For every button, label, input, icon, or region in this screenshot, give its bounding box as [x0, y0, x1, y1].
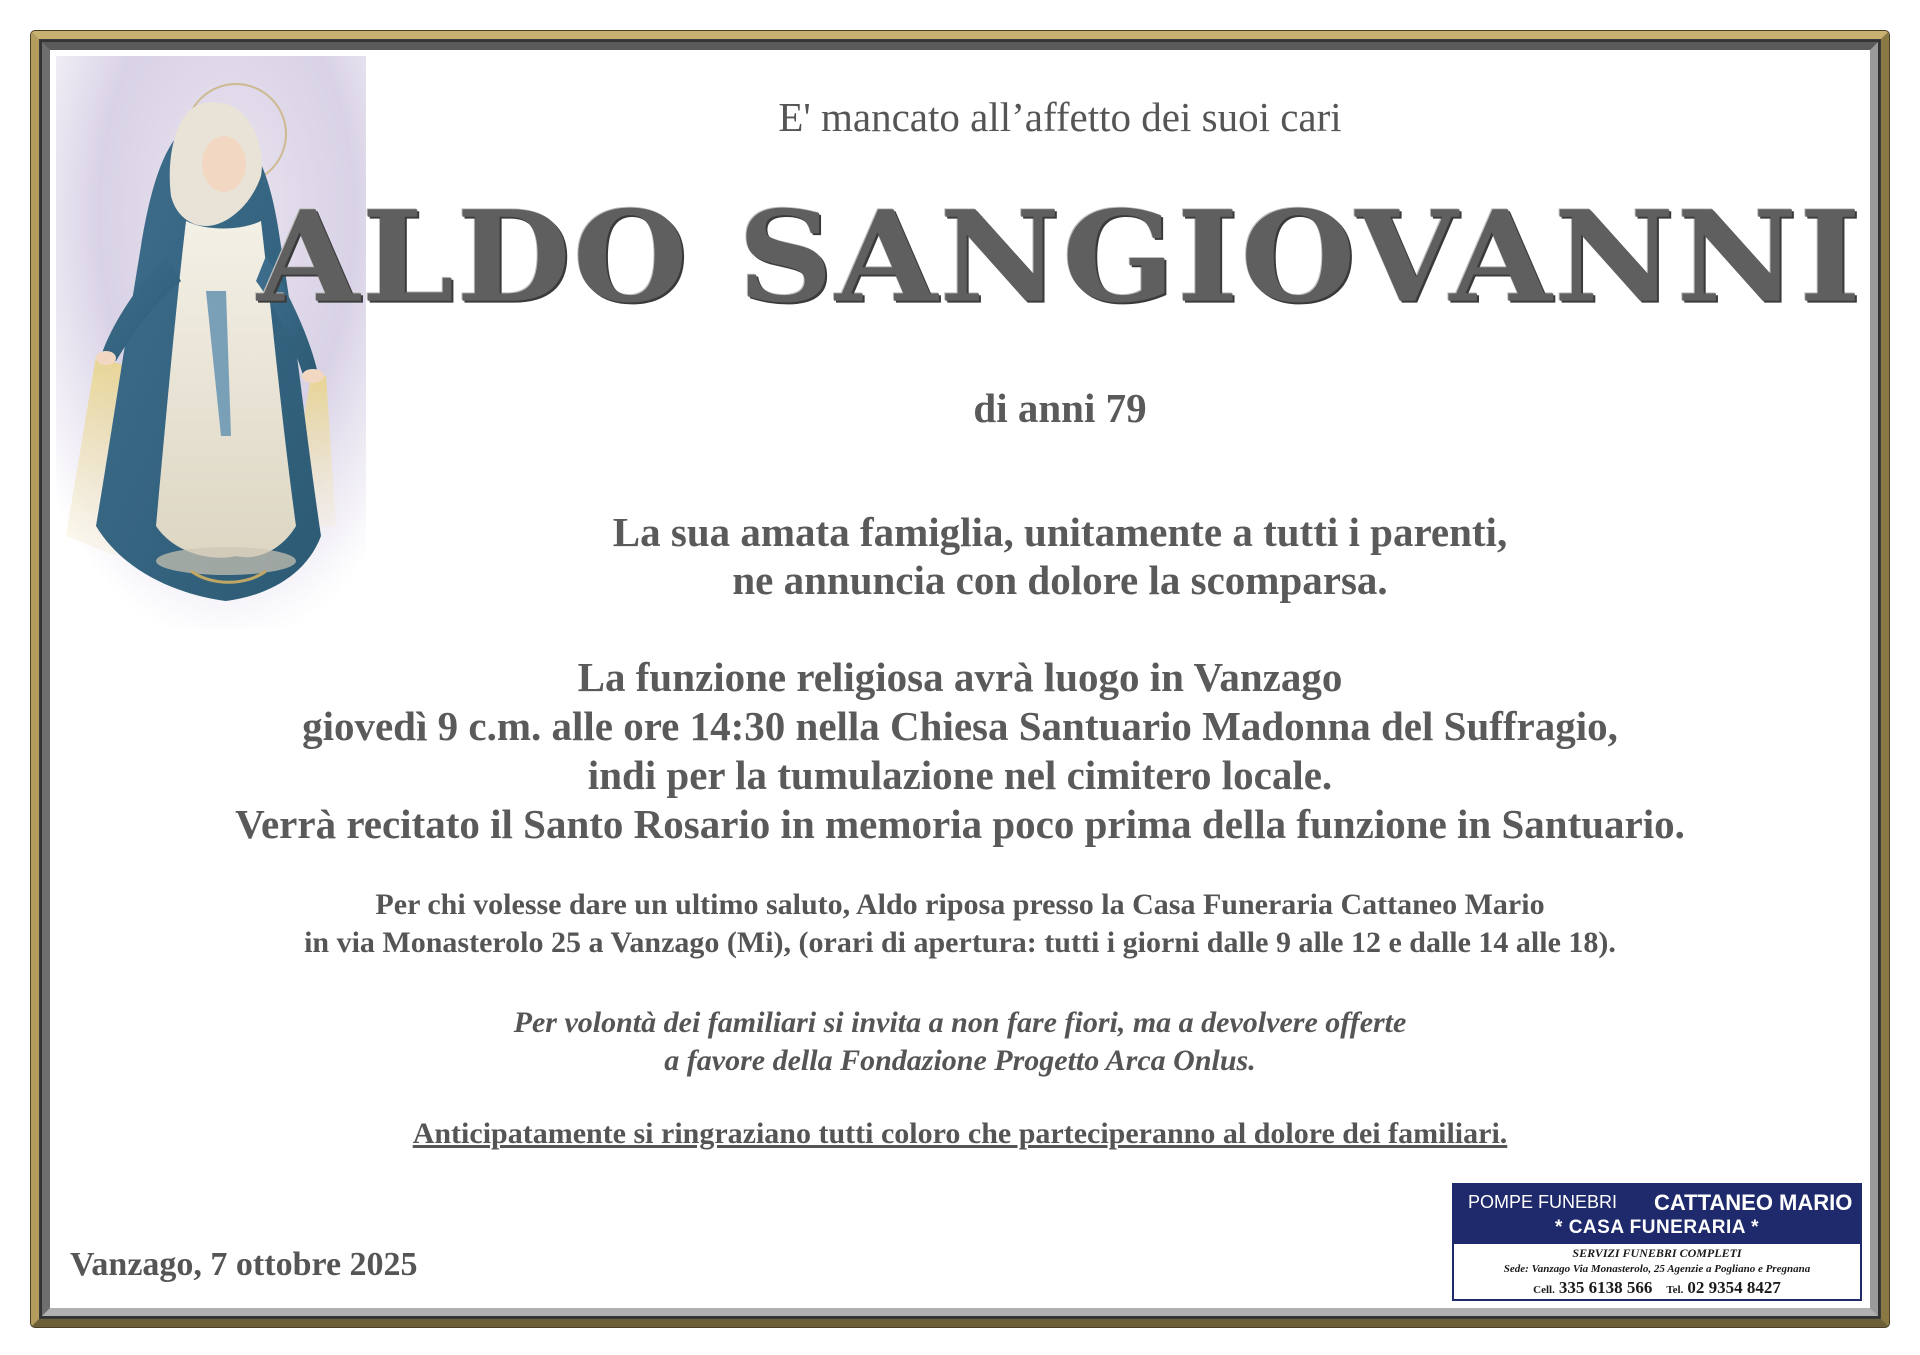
deceased-name: ALDO SANGIOVANNI	[257, 183, 1863, 332]
agency-label: POMPE FUNEBRI	[1468, 1192, 1618, 1212]
family-line: ne annuncia con dolore la scomparsa.	[732, 557, 1388, 603]
funeral-details	[0, 653, 1920, 849]
intro-line: E' mancato all’affetto dei suoi cari	[778, 94, 1342, 140]
flowers-line: a favore della Fondazione Progetto Arca Onlus.	[664, 1044, 1256, 1077]
age-line: di anni 79	[973, 385, 1147, 431]
cell-number: 335 6138 566	[1558, 1278, 1653, 1297]
agency-phones	[1454, 1278, 1860, 1298]
flowers-request	[0, 1004, 1920, 1080]
cell-label: Cell.	[1533, 1284, 1555, 1296]
thanks-line: Anticipatamente si ringraziano tutti coloro che parteciperanno al dolore dei familiari.	[412, 1117, 1508, 1150]
agency-header	[1454, 1185, 1860, 1244]
flowers-line: Per volontà dei familiari si invita a non fare fiori, ma a devolvere offerte	[513, 1006, 1407, 1039]
tel-number: 02 9354 8427	[1687, 1278, 1781, 1297]
funeral-agency-box	[1452, 1183, 1862, 1301]
funeral-line: Verrà recitato il Santo Rosario in memoria poco prima della funzione in Santuario.	[235, 801, 1685, 847]
family-line: La sua amata famiglia, unitamente a tutti i parenti,	[612, 509, 1508, 555]
agency-services: SERVIZI FUNEBRI COMPLETI	[1572, 1246, 1742, 1260]
agency-subtitle: * CASA FUNERARIA *	[1555, 1217, 1759, 1238]
funeral-line: indi per la tumulazione nel cimitero locale.	[587, 752, 1333, 798]
agency-address: Sede: Vanzago Via Monasterolo, 25 Agenzie a Pogliano e Pregnana	[1503, 1263, 1811, 1275]
tel-label: Tel.	[1666, 1284, 1684, 1296]
family-announcement	[0, 508, 1920, 604]
place-date: Vanzago, 7 ottobre 2025	[70, 1246, 418, 1283]
visit-line: in via Monasterolo 25 a Vanzago (Mi), (orari di apertura: tutti i giorni dalle 9 alle 12 e dalle 14 alle 18).	[304, 926, 1616, 959]
agency-name: CATTANEO MARIO	[1654, 1190, 1853, 1215]
funeral-line: La funzione religiosa avrà luogo in Vanzago	[577, 654, 1343, 700]
visit-line: Per chi volesse dare un ultimo saluto, Aldo riposa presso la Casa Funeraria Cattaneo Mario	[375, 888, 1545, 921]
visitation-info	[0, 886, 1920, 962]
funeral-line: giovedì 9 c.m. alle ore 14:30 nella Chiesa Santuario Madonna del Suffragio,	[302, 703, 1618, 749]
